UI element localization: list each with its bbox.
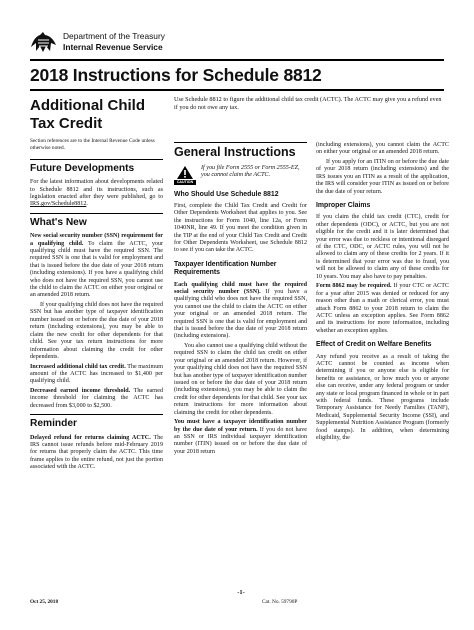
agency-name: Internal Revenue Service — [63, 42, 163, 52]
future-developments-heading: Future Developments — [30, 159, 163, 175]
caution-label: CAUTION — [174, 180, 196, 185]
welfare-benefits-text: Any refund you receive as a result of taking the ACTC cannot be counted as income when determining if you or anyone else is eligible for benefits or assistance, or how much you or anyone else can receive, under any federal program or under any state or local program financed in whole or in part with federal funds. These programs include Temporary Assistance for Needy Families (TANF), Medicaid, Supplemental Security Income (SSI), and Supplemental Nutrition Assistance Program (formerly food stamps). In addition, when determining eligibility, the — [316, 353, 449, 441]
main-title: Additional Child Tax Credit — [30, 97, 145, 132]
title-rule — [30, 89, 444, 91]
itin-paragraph: If you apply for an ITIN on or before the due date of your 2018 return (including extensions) and the IRS issues you an ITIN as a result of the application, the IRS will consider your ITIN as issued on or before the due date of your return. — [316, 159, 449, 195]
who-should-use-text: First, complete the Child Tax Credit and Credit for Other Dependents Worksheet that applies to you. See the instructions for Form 1040, line 12a, or Form 1040NR, line 49. If you meet the condition given in the TIP at the end of your Child Tax Credit and Credit for Other Dependents Worksheet, use Schedule 8812 to see if you can take the ACTC. — [174, 202, 307, 254]
ssn-other-tin-paragraph: If your qualifying child does not have the required SSN but has another type of taxpayer identification number issued on or before the due date of your 2018 return (including extensions), you may be able to claim the new credit for other dependents for that child. See your tax return instructions for more information about claiming the credit for other dependents. — [30, 302, 163, 360]
increased-actc-paragraph: Increased additional child tax credit. The maximum amount of the ACTC has increased to $1,400 per qualifying child. — [30, 363, 164, 385]
irs-eagle-logo-icon — [30, 31, 57, 53]
column-1 — [30, 138, 163, 474]
tin-requirements-heading: Taxpayer Identification Number Requirements — [174, 260, 277, 277]
general-instructions-heading: General Instructions — [174, 142, 307, 160]
continued-text: (including extensions), you cannot claim the ACTC on either your original or an amended 2018 return. — [316, 142, 449, 156]
schedule-8812-link[interactable]: IRS.gov/Schedule8812 — [30, 201, 87, 208]
delayed-refund-paragraph: Delayed refund for returns claiming ACTC. The IRS cannot issue refunds before mid-February 2019 for returns that properly claim the ACTC. This time frame applies to the entire refund, not just the portion associated with the ACTC. — [30, 434, 163, 471]
intro-text: Use Schedule 8812 to figure the additional child tax credit (ACTC). The ACTC may give you a refund even if you do not owe any tax. — [174, 96, 442, 112]
caution-triangle-icon — [176, 165, 194, 180]
agency-department: Department of the Treasury — [63, 31, 165, 41]
improper-claims-heading: Improper Claims — [316, 202, 371, 210]
whats-new-heading: What's New — [30, 213, 163, 229]
page-number: -1- — [237, 589, 245, 596]
welfare-benefits-heading: Effect of Credit on Welfare Benefits — [316, 341, 432, 349]
footer-date: Oct 25, 2018 — [30, 599, 59, 605]
caution-badge — [174, 165, 196, 185]
column-2 — [174, 138, 307, 458]
tin-ctc-paragraph: You also cannot use a qualifying child without the required SSN to claim the child tax credit on either your original or an amended 2018 return. However, if your qualifying child does not have the required SSN but has another type of taxpayer identification number issued on or before the due date of your 2018 return (including extensions), you may be able to claim the credit for other dependents for that child. See your tax return instructions for more information about claiming the credit for other dependents. — [174, 343, 307, 416]
document-title: 2018 Instructions for Schedule 8812 — [30, 65, 322, 85]
tin-requirement-paragraph: Each qualifying child must have the required social security number (SSN). If you have a qualifying child who does not have the required SSN, you cannot use the child to claim the ACTC on either your original or an amended 2018 return. The required SSN is one that is valid for employment and that is issued before the due date of your 2018 return (including extensions). — [174, 281, 307, 340]
reminder-heading: Reminder — [30, 414, 163, 430]
form-8862-paragraph: Form 8862 may be required. If your CTC or ACTC for a year after 2015 was denied or reduced for any reason other than a math or clerical error, you must attach Form 8862 to your 2018 return to claim the ACTC unless an exception applies. See Form 8862 and its instructions for more information, including whether an exception applies. — [316, 283, 449, 334]
decreased-threshold-paragraph: Decreased earned income threshold. The earned income threshold for claiming the ACTC has decreased from $3,000 to $2,500. — [30, 387, 163, 409]
tin-due-date-paragraph: You must have a taxpayer identification number by the due date of your return. If you do not have an SSN or IRS individual taxpayer identification number (ITIN) issued on or before the due date of your 2018 return — [174, 419, 308, 455]
future-developments-text: For the latest information about developments related to Schedule 8812 and its instructions, such as legislation enacted after they were published, go to IRS.gov/Schedule8812. — [30, 179, 163, 208]
improper-claims-text: If you claim the child tax credit (CTC), credit for other dependents (ODC), or ACTC, but you are not eligible for the credit and it is later determined that your error was due to reckless or intentional disregard of the CTC, ODC, or ACTC rules, you will not be allowed to claim any of these credits for 2 years. If it is determined that your error was due to fraud, you will not be allowed to claim any of these credits for 10 years. You may also have to pay penalties. — [316, 214, 449, 280]
ssn-requirement-paragraph: New social security number (SSN) requirement for a qualifying child. To claim the ACTC, your qualifying child must have the required SSN. The required SSN is one that is valid for employment and that is issued before the due date of your 2018 return (including extensions). If you have a qualifying child who does not have the required SSN, you cannot use the child to claim the ACTC on either your original or an amended 2018 return. — [30, 233, 163, 299]
header-rule — [30, 59, 444, 61]
section-references-note: Section references are to the Internal Revenue Code unless otherwise noted. — [30, 138, 155, 151]
caution-text: If you file Form 2555 or Form 2555-EZ, you cannot claim the ACTC. — [201, 164, 300, 178]
caution-note — [174, 165, 307, 185]
who-should-use-heading: Who Should Use Schedule 8812 — [174, 190, 279, 198]
catalog-number: Cat. No. 59790P — [262, 599, 298, 605]
column-3 — [316, 142, 449, 445]
